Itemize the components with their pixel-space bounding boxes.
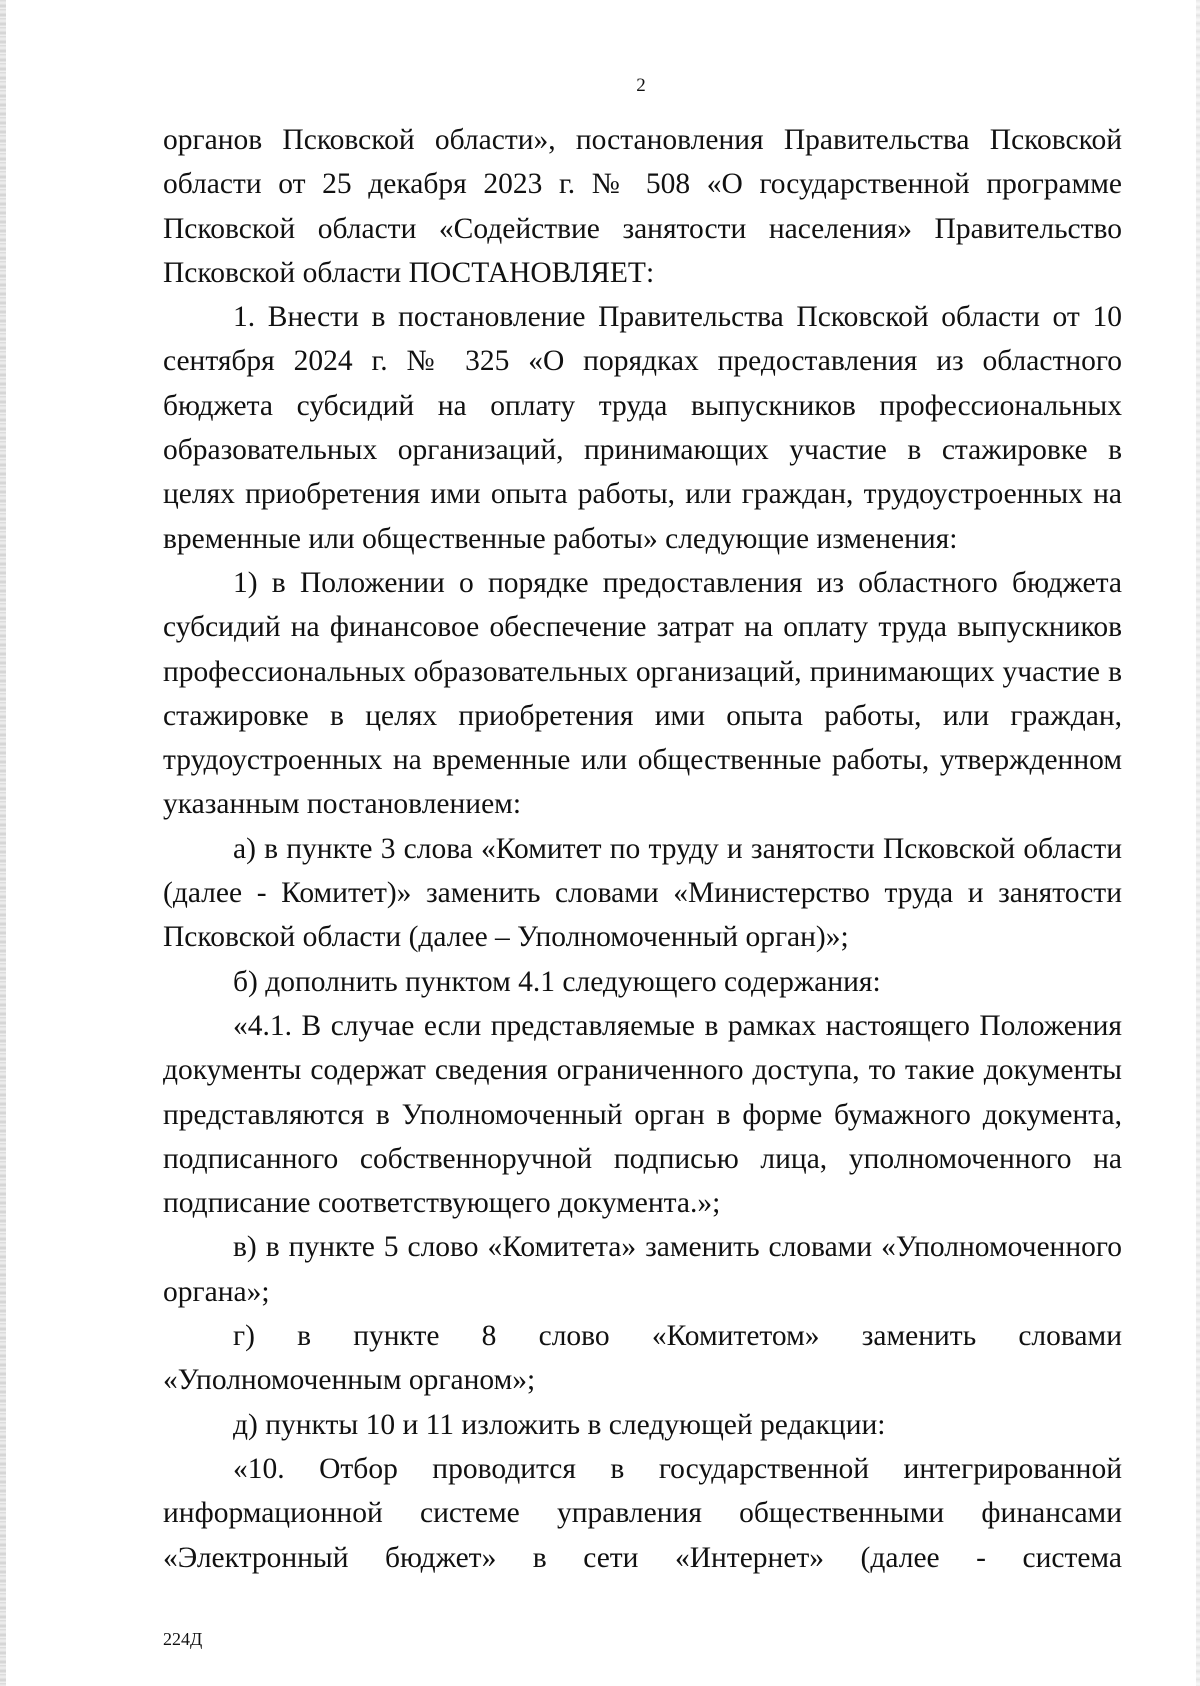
document-code: 224Д [163, 1629, 203, 1649]
paragraph-subitem-v: в) в пункте 5 слово «Комитета» заменить словами «Уполномоченного органа»; [163, 1231, 1122, 1308]
paragraph-subitem-1: 1) в Положении о порядке предоставления из областного бюджета субсидий на финансовое обеспечение затрат на оплату труда выпускников профессиональных образовательных организаций, принимающих участие в стажировке в целях приобретения ими опыта работы, или граждан, трудоустроенных на временные или общественные работы, утвержденном указанным постановлением: [163, 566, 1122, 821]
paragraph-subitem-b: б) дополнить пунктом 4.1 следующего содержания: [233, 965, 881, 998]
scan-edge-left [0, 0, 6, 1686]
paragraph-clause-4-1: «4.1. В случае если представляемые в рамках настоящего Положения документы содержат сведения ограниченного доступа, то такие документы представляются в Уполномоченный орган в форме бумажного документа, подписанного собственноручной подписью лица, уполномоченного на подписание соответствующего документа.»; [163, 1009, 1122, 1220]
document-body [163, 118, 1122, 1580]
page-number: 2 [636, 75, 646, 96]
paragraph-subitem-d: д) пункты 10 и 11 изложить в следующей редакции: [233, 1408, 886, 1441]
paragraph-clause-10: «10. Отбор проводится в государственной интегрированной информационной системе управления общественными финансами «Электронный бюджет» в сети «Интернет» (далее - система [163, 1452, 1122, 1574]
paragraph-item-1: 1. Внести в постановление Правительства Псковской области от 10 сентября 2024 г. № 325 «О порядках предоставления из областного бюджета субсидий на оплату труда выпускников профессиональных образовательных организаций, принимающих участие в стажировке в целях приобретения ими опыта работы, или граждан, трудоустроенных на временные или общественные работы» следующие изменения: [163, 301, 1122, 555]
scan-edge-right [1196, 0, 1200, 1686]
paragraph-subitem-g: г) в пункте 8 слово «Комитетом» заменить словами «Уполномоченным органом»; [163, 1320, 1122, 1397]
paragraph-subitem-a: а) в пункте 3 слова «Комитет по труду и занятости Псковской области (далее - Комитет)» заменить словами «Министерство труда и занятости Псковской области (далее – Уполномоченный орган)»; [163, 832, 1122, 954]
paragraph-preamble-continuation: органов Псковской области», постановления Правительства Псковской области от 25 декабря 2023 г. № 508 «О государственной программе Псковской области «Содействие занятости населения» Правительство Псковской области ПОСТАНОВЛЯЕТ: [163, 124, 1122, 289]
